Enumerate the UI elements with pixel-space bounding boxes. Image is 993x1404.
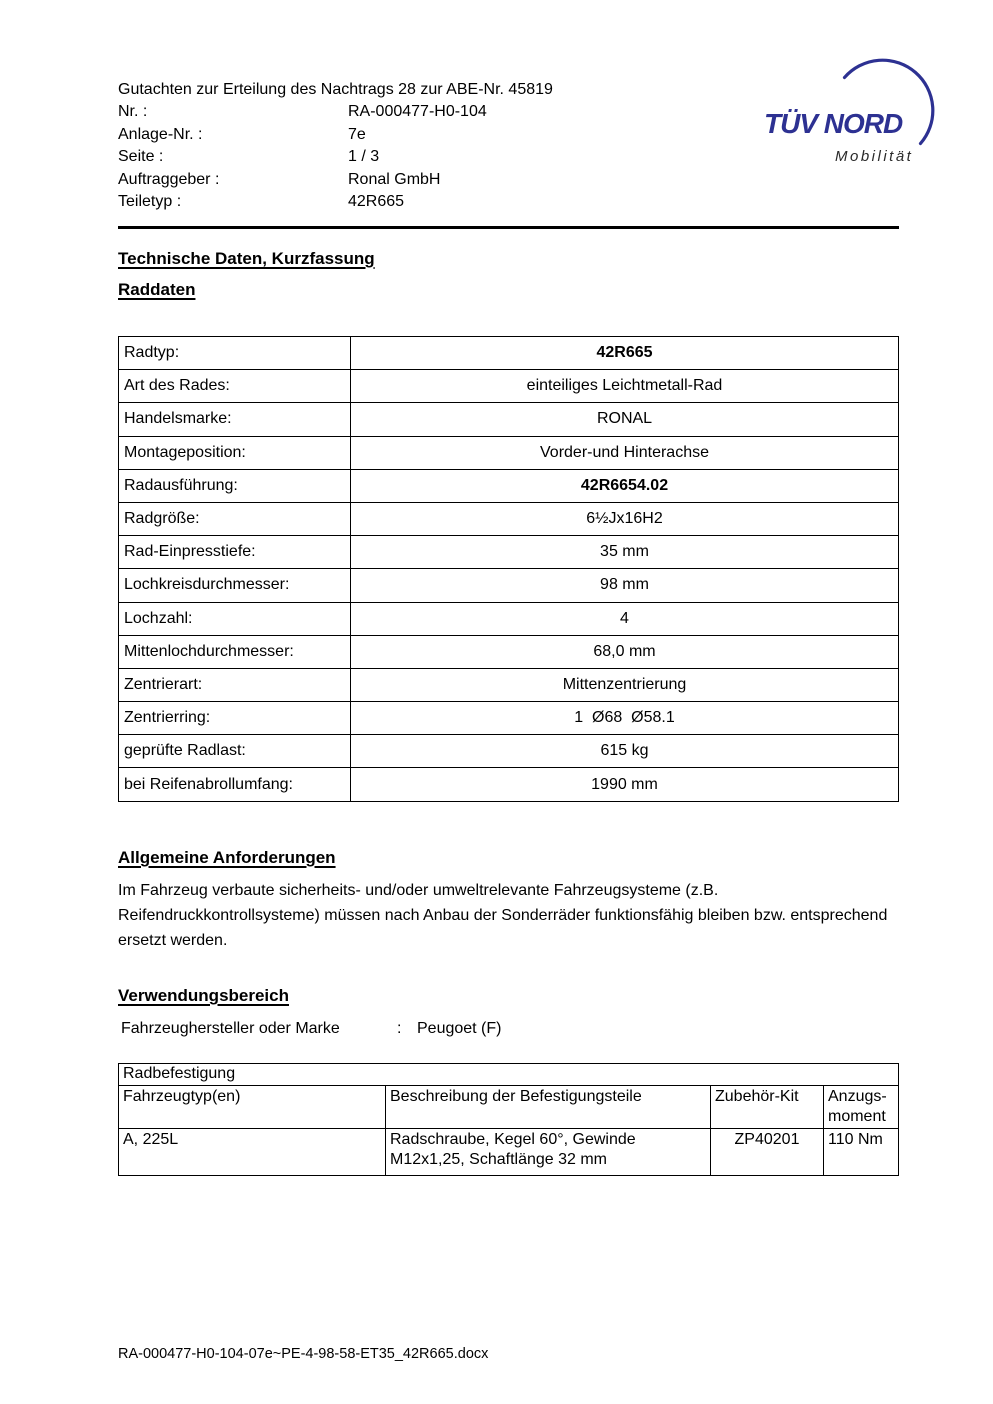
raddaten-value-cell: 1 Ø68 Ø58.1: [351, 702, 899, 735]
vehicle-manufacturer-separator: :: [397, 1020, 402, 1037]
column-header-fahrzeugtyp: Fahrzeugtyp(en): [119, 1086, 386, 1129]
raddaten-label-cell: Art des Rades:: [119, 370, 351, 403]
raddaten-value-cell: Mittenzentrierung: [351, 668, 899, 701]
allgemeine-anforderungen-text: Im Fahrzeug verbaute sicherheits- und/oder umweltrelevante Fahrzeugsysteme (z.B. Reifendruckkontrollsysteme) müssen nach Anbau der Sonderräder funktionsfähig bleiben bzw. entsprechend ersetzt werden.: [118, 882, 888, 949]
footer-filename: RA-000477-H0-104-07e~PE-4-98-58-ET35_42R665.docx: [118, 1346, 489, 1362]
table-row: [119, 436, 899, 469]
raddaten-value-cell: 35 mm: [351, 536, 899, 569]
section-heading-allgemeine-anforderungen: Allgemeine Anforderungen: [118, 848, 336, 867]
raddaten-label-cell: geprüfte Radlast:: [119, 735, 351, 768]
cell-beschreibung: Radschraube, Kegel 60°, Gewinde M12x1,25, Schaftlänge 32 mm: [386, 1129, 711, 1176]
document-header: [118, 79, 553, 213]
raddaten-value-cell: 615 kg: [351, 735, 899, 768]
raddaten-label-cell: Radtyp:: [119, 337, 351, 370]
raddaten-label-cell: Mittenlochdurchmesser:: [119, 635, 351, 668]
header-divider: [118, 226, 899, 229]
header-field-value: Ronal GmbH: [348, 170, 441, 188]
logo-tagline: Mobilität: [835, 148, 914, 165]
section-heading-raddaten: Raddaten: [118, 280, 196, 299]
table-row: [119, 602, 899, 635]
table-row: [119, 469, 899, 502]
vehicle-manufacturer-label: Fahrzeughersteller oder Marke: [121, 1020, 340, 1037]
raddaten-label-cell: Radgröße:: [119, 502, 351, 535]
raddaten-label-cell: Lochkreisdurchmesser:: [119, 569, 351, 602]
raddaten-label-cell: Zentrierart:: [119, 668, 351, 701]
column-header-zubehoer-kit: Zubehör-Kit: [711, 1086, 824, 1129]
vehicle-manufacturer-line: [121, 1020, 501, 1038]
cell-anzugsmoment: 110 Nm: [824, 1129, 899, 1176]
table-row: [119, 337, 899, 370]
table-row: [119, 1129, 899, 1176]
radbefestigung-table: [118, 1063, 899, 1176]
header-field-label: Auftraggeber :: [118, 170, 220, 188]
table-row: [119, 536, 899, 569]
raddaten-label-cell: Radausführung:: [119, 469, 351, 502]
header-field-label: Seite :: [118, 148, 164, 166]
table-row: [119, 502, 899, 535]
cell-zubehoer-kit: ZP40201: [711, 1129, 824, 1176]
table-row: [119, 1086, 899, 1129]
header-field-value: 42R665: [348, 193, 405, 211]
raddaten-value-cell: 98 mm: [351, 569, 899, 602]
raddaten-table: [118, 336, 899, 802]
raddaten-value-cell: 42R665: [351, 337, 899, 370]
raddaten-value-cell: 4: [351, 602, 899, 635]
document-title: Gutachten zur Erteilung des Nachtrags 28 zur ABE-Nr. 45819: [118, 81, 553, 98]
raddaten-label-cell: Rad-Einpresstiefe:: [119, 536, 351, 569]
table-row: [119, 635, 899, 668]
raddaten-label-cell: bei Reifenabrollumfang:: [119, 768, 351, 801]
header-field-label: Teiletyp :: [118, 193, 182, 211]
section-heading-verwendungsbereich: Verwendungsbereich: [118, 986, 289, 1005]
header-field-value: 7e: [348, 125, 366, 143]
raddaten-value-cell: 42R6654.02: [351, 469, 899, 502]
section-heading-technische-daten: Technische Daten, Kurzfassung: [118, 249, 375, 268]
raddaten-label-cell: Handelsmarke:: [119, 403, 351, 436]
raddaten-value-cell: 1990 mm: [351, 768, 899, 801]
table-row: [119, 768, 899, 801]
table-row: [119, 735, 899, 768]
raddaten-label-cell: Lochzahl:: [119, 602, 351, 635]
logo-wordmark: TÜV NORD: [764, 108, 903, 139]
table-row: [119, 403, 899, 436]
header-field-value: RA-000477-H0-104: [348, 103, 487, 121]
table-row: [119, 702, 899, 735]
table-row: [119, 370, 899, 403]
raddaten-value-cell: einteiliges Leichtmetall-Rad: [351, 370, 899, 403]
raddaten-label-cell: Montageposition:: [119, 436, 351, 469]
raddaten-value-cell: Vorder-und Hinterachse: [351, 436, 899, 469]
column-header-beschreibung: Beschreibung der Befestigungsteile: [386, 1086, 711, 1129]
header-field-value: 1 / 3: [348, 148, 380, 166]
header-field-label: Nr. :: [118, 103, 148, 121]
cell-fahrzeugtyp: A, 225L: [119, 1129, 386, 1176]
raddaten-value-cell: 6½Jx16H2: [351, 502, 899, 535]
table-row: [119, 668, 899, 701]
column-header-anzugsmoment: Anzugs-moment: [824, 1086, 899, 1129]
raddaten-value-cell: 68,0 mm: [351, 635, 899, 668]
table-row: [119, 1064, 899, 1086]
table-row: [119, 569, 899, 602]
vehicle-manufacturer-value: Peugoet (F): [417, 1020, 502, 1037]
raddaten-value-cell: RONAL: [351, 403, 899, 436]
raddaten-label-cell: Zentrierring:: [119, 702, 351, 735]
tuv-nord-logo: [740, 48, 955, 173]
header-field-label: Anlage-Nr. :: [118, 125, 203, 143]
radbefestigung-caption: Radbefestigung: [119, 1064, 899, 1086]
